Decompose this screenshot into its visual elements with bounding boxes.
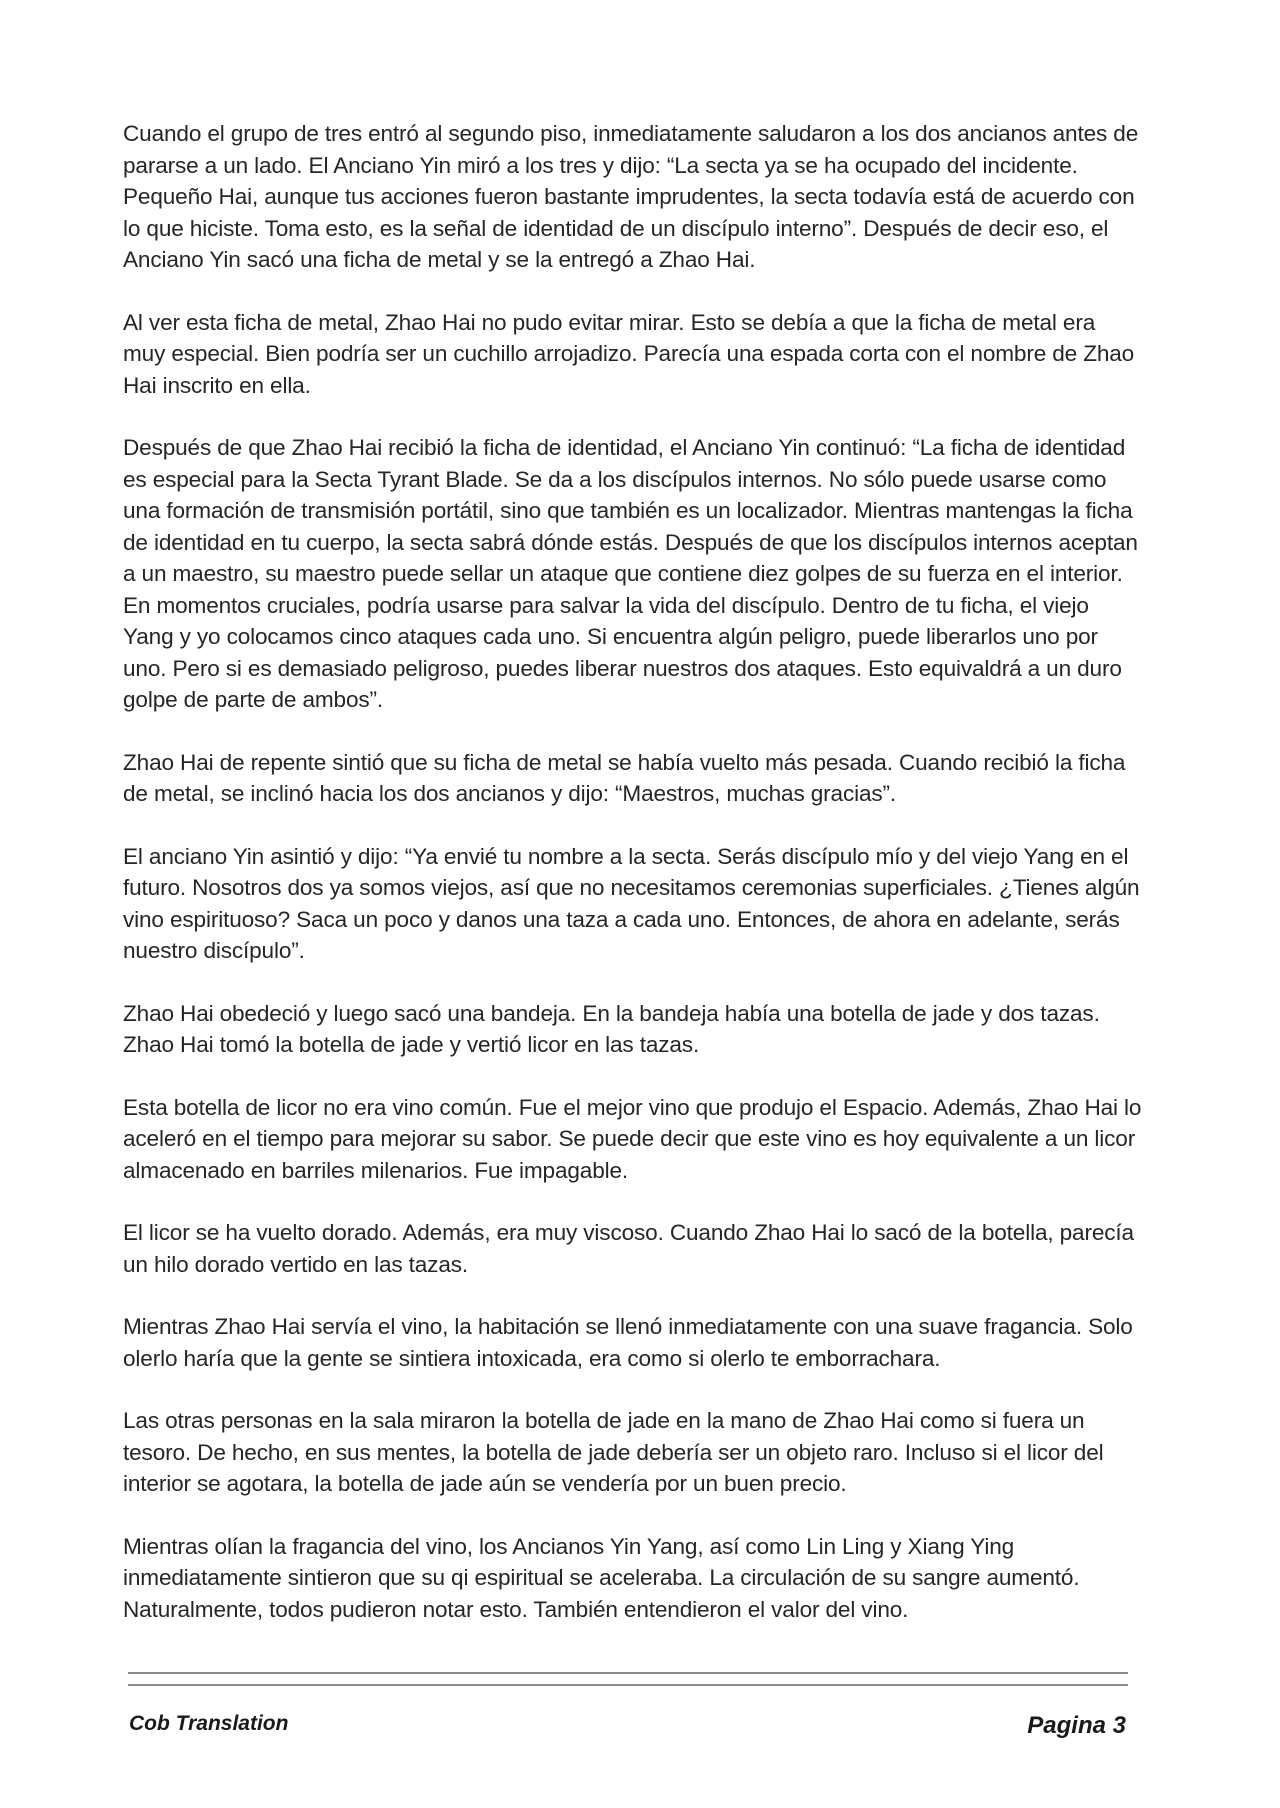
paragraph: El anciano Yin asintió y dijo: “Ya envié tu nombre a la secta. Serás discípulo mío y del viejo Yang en el futuro. Nosotros dos ya somos viejos, así que no necesitamos ceremonias superficiales. ¿Tienes algún vino espirituoso? Saca un poco y danos una taza a cada uno. Entonces, de ahora en adelante, serás nuestro discípulo”. bbox=[123, 843, 1140, 963]
paragraph: Cuando el grupo de tres entró al segundo piso, inmediatamente saludaron a los dos ancianos antes de pararse a un lado. El Anciano Yin miró a los tres y dijo: “La secta ya se ha ocupado del incidente. Pequeño Hai, aunque tus acciones fueron bastante imprudentes, la secta todavía está de acuerdo con lo que hiciste. Toma esto, es la señal de identidad de un discípulo interno”. Después de decir eso, el Anciano Yin sacó una ficha de metal y se la entregó a Zhao Hai. bbox=[123, 121, 1139, 272]
paragraph: Zhao Hai de repente sintió que su ficha de metal se había vuelto más pesada. Cuando recibió la ficha de metal, se inclinó hacia los dos ancianos y dijo: “Maestros, muchas gracias”. bbox=[123, 749, 1126, 806]
footer-translator-credit: Cob Translation bbox=[129, 1712, 289, 1735]
footer-divider-top bbox=[128, 1672, 1128, 1674]
paragraph: Las otras personas en la sala miraron la botella de jade en la mano de Zhao Hai como si fuera un tesoro. De hecho, en sus mentes, la botella de jade debería ser un objeto raro. Incluso si el licor del interior se agotara, la botella de jade aún se vendería por un buen precio. bbox=[123, 1408, 1104, 1496]
footer-page-number: Pagina 3 bbox=[1027, 1712, 1126, 1739]
paragraph: Después de que Zhao Hai recibió la ficha de identidad, el Anciano Yin continuó: “La ficha de identidad es especial para la Secta Tyrant Blade. Se da a los discípulos internos. No sólo puede usarse como una formación de transmisión portátil, sino que también es un localizador. Mientras mantengas la ficha de identidad en tu cuerpo, la secta sabrá dónde estás. Después de que los discípulos internos aceptan a un maestro, su maestro puede sellar un ataque que contiene diez golpes de su fuerza en el interior. En momentos cruciales, podría usarse para salvar la vida del discípulo. Dentro de tu ficha, el viejo Yang y yo colocamos cinco ataques cada uno. Si encuentra algún peligro, puede liberarlos uno por uno. Pero si es demasiado peligroso, puedes liberar nuestros dos ataques. Esto equivaldrá a un duro golpe de parte de ambos”. bbox=[123, 435, 1138, 712]
footer-divider-bottom bbox=[128, 1684, 1128, 1686]
paragraph: Mientras Zhao Hai servía el vino, la habitación se llenó inmediatamente con una suave fragancia. Solo olerlo haría que la gente se sintiera intoxicada, era como si olerlo te emborrachara. bbox=[123, 1314, 1133, 1371]
paragraph: El licor se ha vuelto dorado. Además, era muy viscoso. Cuando Zhao Hai lo sacó de la botella, parecía un hilo dorado vertido en las tazas. bbox=[123, 1220, 1134, 1277]
paragraph: Mientras olían la fragancia del vino, los Ancianos Yin Yang, así como Lin Ling y Xiang Ying inmediatamente sintieron que su qi espiritual se aceleraba. La circulación de su sangre aumentó. Naturalmente, todos pudieron notar esto. También entendieron el valor del vino. bbox=[123, 1533, 1080, 1622]
paragraph: Zhao Hai obedeció y luego sacó una bandeja. En la bandeja había una botella de jade y dos tazas. Zhao Hai tomó la botella de jade y vertió licor en las tazas. bbox=[123, 1000, 1100, 1057]
document-body bbox=[123, 118, 1143, 1625]
paragraph: Esta botella de licor no era vino común. Fue el mejor vino que produjo el Espacio. Además, Zhao Hai lo aceleró en el tiempo para mejorar su sabor. Se puede decir que este vino es hoy equivalente a un licor almacenado en barriles milenarios. Fue impagable. bbox=[123, 1094, 1142, 1183]
paragraph: Al ver esta ficha de metal, Zhao Hai no pudo evitar mirar. Esto se debía a que la ficha de metal era muy especial. Bien podría ser un cuchillo arrojadizo. Parecía una espada corta con el nombre de Zhao Hai inscrito en ella. bbox=[123, 309, 1135, 398]
